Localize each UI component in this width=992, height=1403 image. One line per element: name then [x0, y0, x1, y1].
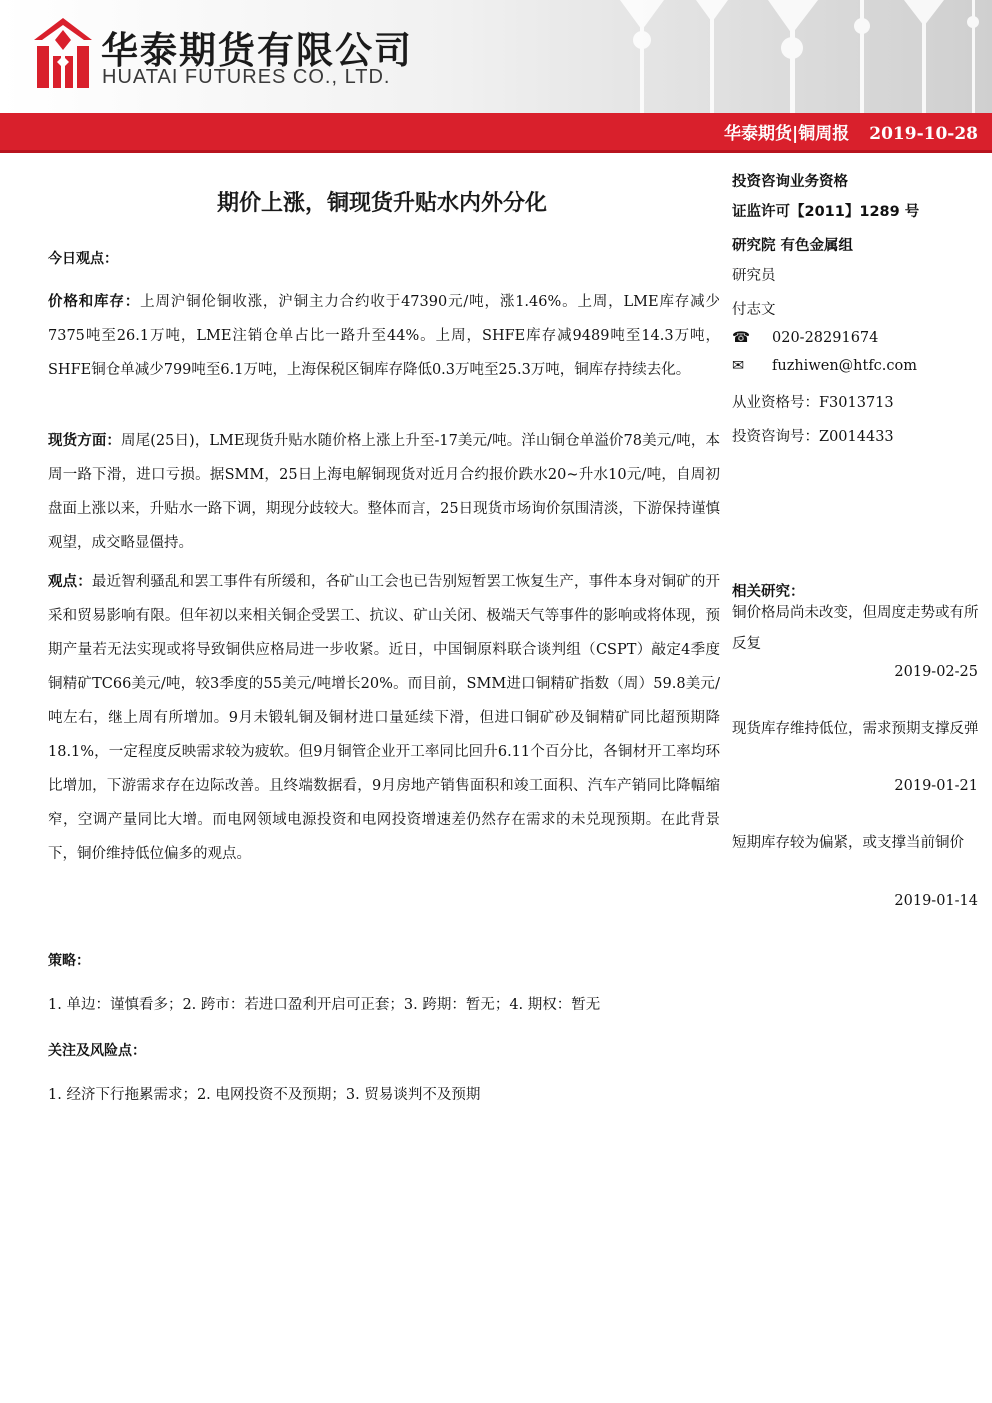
huatai-logo-icon — [34, 18, 92, 88]
telephone-icon: ☎ — [732, 330, 751, 346]
email-line — [732, 358, 917, 374]
paragraph-view — [48, 565, 720, 871]
header-decoration — [600, 0, 992, 113]
paragraph-lead: 现货方面： — [48, 433, 122, 449]
today-view-heading: 今日观点： — [48, 251, 118, 267]
paragraph-lead: 价格和库存： — [48, 294, 141, 310]
company-name-cn: 华泰期货有限公司 — [101, 29, 413, 72]
report-date: 2019-10-28 — [869, 124, 978, 144]
related-report-date: 2019-01-14 — [894, 893, 978, 909]
paragraph-lead: 观点： — [48, 574, 92, 590]
strategy-heading: 策略： — [48, 953, 90, 969]
email-address[interactable]: fuzhiwen@htfc.com — [772, 358, 918, 374]
report-title: 期价上涨，铜现货升贴水内外分化 — [216, 191, 547, 216]
institute-name: 研究院 有色金属组 — [732, 238, 854, 254]
related-research-heading: 相关研究： — [732, 584, 805, 600]
qualification-title: 投资咨询业务资格 — [732, 174, 848, 190]
phone-number: 020-28291674 — [772, 330, 879, 346]
paragraph-spot — [48, 424, 720, 560]
paragraph-text: 上周沪铜伦铜收涨，沪铜主力合约收于47390元/吨，涨1.46%。上周，LME库存减少7375吨至26.1万吨，LME注销仓单占比一路升至44%。上周，SHFE库存减9489吨至14.3万吨，SHFE铜仓单减少799吨至6.1万吨，上海保税区铜库存降低0.3万吨至25.3万吨，铜库存持续去化。 — [48, 294, 720, 378]
related-report-date: 2019-01-21 — [894, 778, 978, 794]
related-report-title[interactable]: 短期库存较为偏紧，或支撑当前铜价 — [732, 835, 964, 851]
paragraph-text: 最近智利骚乱和罢工事件有所缓和，各矿山工会也已告别短暂罢工恢复生产，事件本身对铜矿的开采和贸易影响有限。但年初以来相关铜企受罢工、抗议、矿山关闭、极端天气等事件的影响或将体现，预期产量若无法实现或将导致铜供应格局进一步收紧。近日，中国铜原料联合谈判组（CSPT）敲定4季度铜精矿TC66美元/吨，较3季度的55美元/吨增长20%。而目前，SMM进口铜精矿指数（周）59.8美元/吨左右，继上周有所增加。9月未锻轧铜及铜材进口量延续下滑，但进口铜矿砂及铜精矿同比超预期降18.1%，一定程度反映需求较为疲软。但9月铜管企业开工率同比回升6.11个百分比，各铜材开工率均环比增加，下游需求存在边际改善。且终端数据看，9月房地产销售面积和竣工面积、汽车产销同比降幅缩窄，空调产量同比大增。而电网领域电源投资和电网投资增速差仍然存在需求的未兑现预期。在此背景下，铜价维持低位偏多的观点。 — [48, 574, 721, 862]
analyst-name: 付志文 — [732, 302, 776, 318]
phone-line — [732, 330, 878, 346]
analyst-role: 研究员 — [732, 268, 776, 284]
consult-number: 投资咨询号：Z0014433 — [732, 429, 894, 445]
report-type: 华泰期货|铜周报 — [724, 124, 850, 144]
paragraph-text: 周尾(25日)，LME现货升贴水随价格上涨上升至-17美元/吨。洋山铜仓单溢价78美元/吨，本周一路下滑，进口亏损。据SMM，25日上海电解铜现货对近月合约报价跌水20~升水10元/吨，自周初盘面上涨以来，升贴水一路下调，期现分歧较大。整体而言，25日现货市场询价氛围清淡，下游保持谨慎观望，成交略显僵持。 — [48, 433, 720, 551]
related-report-date: 2019-02-25 — [894, 664, 978, 680]
related-report-title[interactable]: 铜价格局尚未改变，但周度走势或有所反复 — [732, 605, 979, 652]
paragraph-price-inventory — [48, 285, 720, 387]
strategy-text: 1. 单边：谨慎看多；2. 跨市：若进口盈利开启可正套；3. 跨期：暂无；4. 期权：暂无 — [48, 997, 601, 1013]
envelope-icon: ✉ — [732, 358, 745, 374]
risk-heading: 关注及风险点： — [48, 1043, 146, 1059]
license-number: 证监许可【2011】1289 号 — [732, 204, 920, 220]
report-tag — [724, 119, 978, 144]
related-report-title[interactable]: 现货库存维持低位，需求预期支撑反弹 — [732, 721, 979, 737]
company-name-en: HUATAI FUTURES CO., LTD. — [102, 66, 391, 88]
risk-text: 1. 经济下行拖累需求；2. 电网投资不及预期；3. 贸易谈判不及预期 — [48, 1087, 481, 1103]
practice-number: 从业资格号：F3013713 — [732, 395, 894, 411]
